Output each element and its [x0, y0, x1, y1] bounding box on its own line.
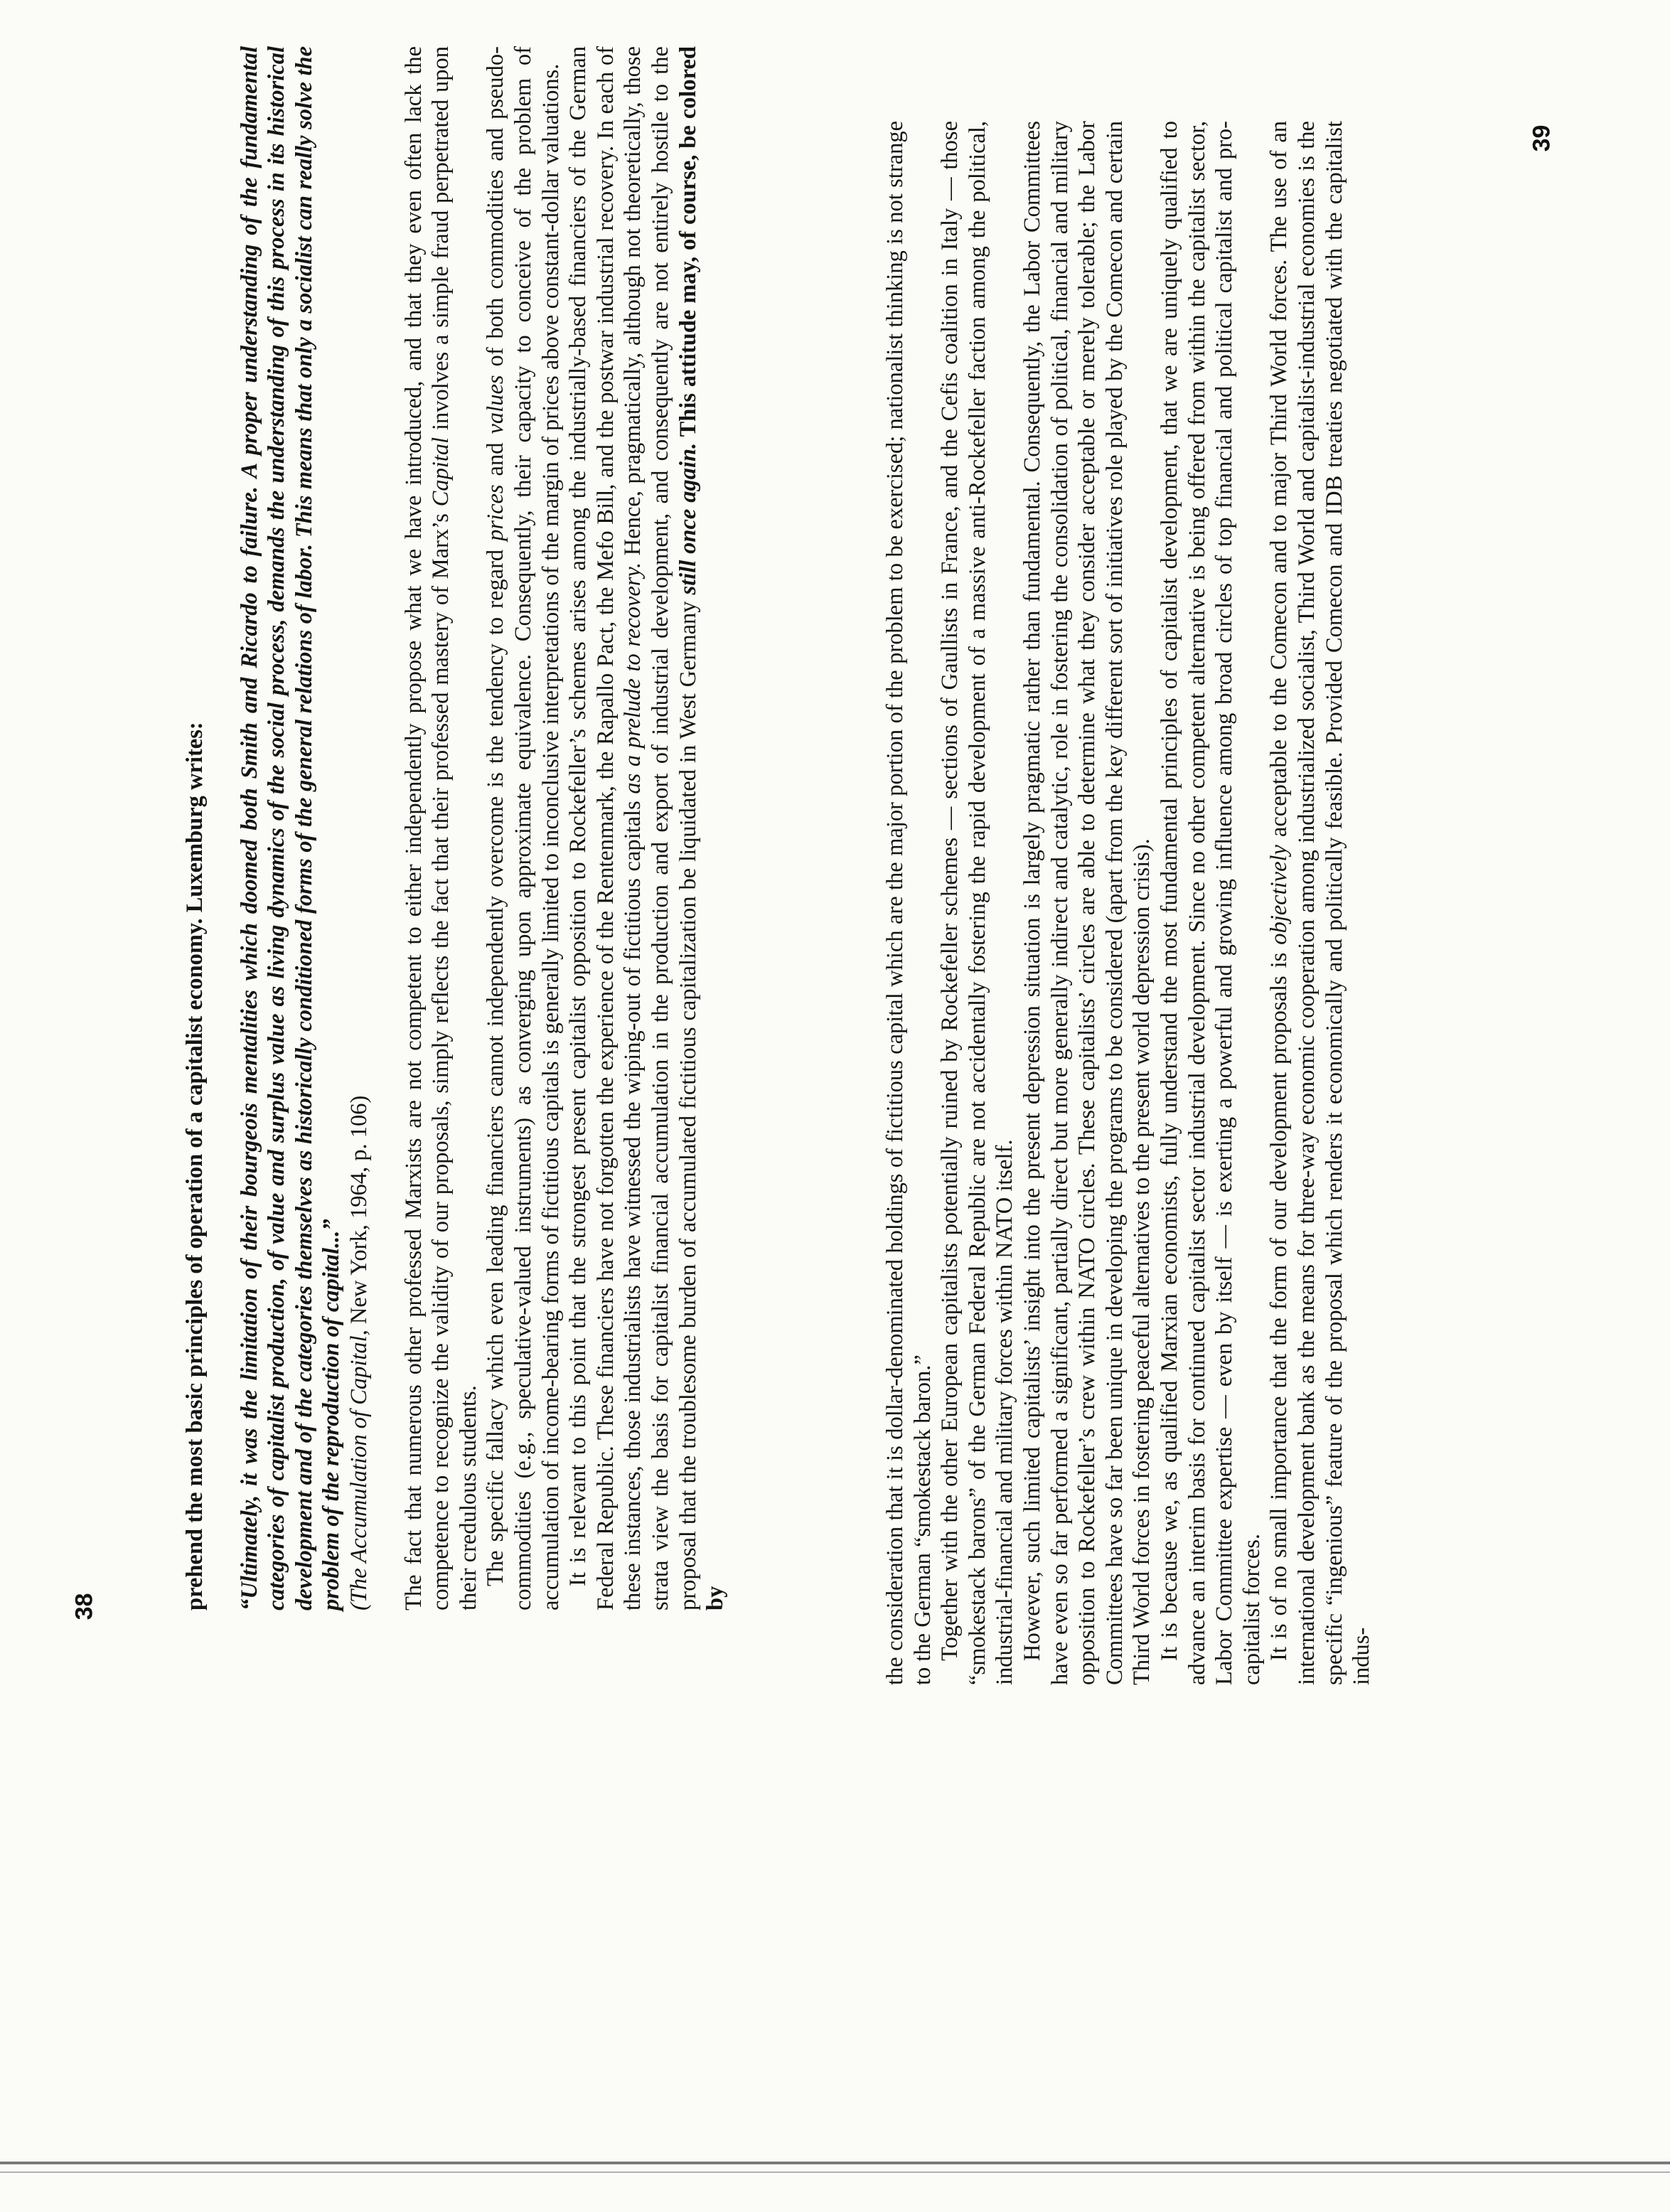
fallacy-text: The specific fallacy which even leading financiers cannot independently overcome is the tendency to regard: [483, 540, 509, 1586]
marxists-text-end: involves a simple fraud perpetrated upon their credulous students.: [428, 46, 481, 1610]
left-paragraph-fallacy: [482, 46, 564, 1610]
right-paragraph-however: However, such limited capitalists’ insight into the present depression situation is largely pragmatic rather than fundamental. Consequently, the Labor Committees have even so far performed a significant, partially direct but more generally indirect and catalytic, role in fostering the consolidation of political, financial and military opposition to Rockefeller’s crew within NATO circles. These capitalists’ circles are able to determine what they consider acceptable or merely tolerable; the Labor Committees have so far been unique in developing the programs to be considered (apart from the key different sort of initiatives role played by the Comecon and certain Third World forces in fostering peaceful alternatives to the present world depression crisis).: [1019, 121, 1155, 1685]
importance-text: It is of no small importance that the form of our development proposals is: [1266, 944, 1292, 1661]
right-paragraph-consideration: the consideration that it is dollar-denominated holdings of fictitious capital which are the major portion of the problem to be exercised; nationalist thinking is not strange to the German “smokestack baron.”: [882, 121, 936, 1685]
prices-term: prices: [483, 484, 509, 541]
quote-citation: [346, 46, 373, 1610]
right-paragraph-together: Together with the other European capitalists potentially ruined by Rockefeller schemes — sections of Gaullists in France, and the Cefis coalition in Italy — those “smokestack barons” of the German Federal Republic are not accidentally fostering the rapid development of a massive anti-Rockefeller faction among the political, industrial-financial and military forces within NATO itself.: [937, 121, 1018, 1685]
fallacy-text-end: of both commodities and pseudo-commodities (e.g., speculative-valued instruments) as converging upon approximate equivalence. Consequently, their capacity to conceive of the problem of accumulation of income-bearing forms of fictitious capitals is generally limited to inconclusive interpretations of the margin of prices above constant-dollar valuations.: [483, 46, 564, 1610]
values-term: values: [483, 375, 509, 434]
page-38: [181, 46, 729, 1610]
page-number-left: 38: [70, 1593, 98, 1620]
prelude-phrase: as a prelude to recovery.: [620, 562, 646, 794]
opposition-text-end: This attitude may, of course, be colored by: [675, 46, 729, 1610]
page-38-text-column: [181, 46, 729, 1610]
objectively-term: objectively: [1266, 845, 1292, 945]
citation-details: New York, 1964, p. 106): [346, 1095, 372, 1330]
citation-title: (The Accumulation of Capital,: [346, 1330, 372, 1610]
left-paragraph-marxists: [400, 46, 483, 1610]
page-number-right: 39: [1528, 124, 1556, 152]
scan-bottom-edge: [0, 2162, 1670, 2173]
once-again-phrase: still once again.: [675, 442, 701, 595]
opposition-text: It is relevant to this point that the strongest present capitalist opposition to Rockefeller’s schemes arises among the industrially-based financiers of the German Federal Republic. These financiers have not forgotten the experience of the Rentenmark, the Rapallo Pact, the Mefo Bill, and the postwar industrial recovery. In each of these instances, those industrialists have witnessed the wiping-out of fictitious capitals: [565, 46, 646, 1610]
marxists-text: The fact that numerous other professed Marxists are not competent to either independently propose what we have introduced, and that they even often lack the competence to recognize the validity of our proposals, simply reflects the fact that their professed mastery of Marx’s: [400, 46, 454, 1610]
page-39: [882, 121, 1375, 1685]
luxemburg-quote: “Ultimately, it was the limitation of their bourgeois mentalities which doomed both Smith and Ricardo to failure. A proper understanding of the fundamental categories of capitalist production, of value and surplus value as living dynamics of the social process, demands the understanding of this process in its historical development and of the categories themselves as historically conditioned forms of the general relations of labor. This means that only a socialist can really solve the problem of the reproduction of capital...”: [236, 46, 345, 1610]
page-39-text-column: [882, 121, 1376, 1685]
right-paragraph-importance: [1265, 121, 1375, 1685]
importance-text-end: acceptable to the Comecon and to major Third World forces. The use of an international development bank as the means for three-way economic cooperation among industrialized socialist, Third World and capitalist-industrial economies is the specific “ingenious” feature of the proposal which renders it economically and politically feasible. Provided Comecon and IDB treaties negotiated with the capitalist indus-: [1266, 121, 1375, 1685]
left-paragraph-opposition: [564, 46, 729, 1610]
capital-title: Capital: [428, 437, 454, 507]
right-paragraph-marxian: It is because we, as qualified Marxian economists, fully understand the most fundamental principles of capitalist development, that we are uniquely qualified to advance an interim basis for continued capitalist sector industrial development. Since no other competent alternative is being offered from within the capitalist sector, Labor Committee expertise — even by itself — is exerting a powerful and growing influence among broad circles of top financial and political capitalist and pro-capitalist forces.: [1156, 121, 1265, 1685]
left-paragraph-intro: prehend the most basic principles of operation of a capitalist economy. Luxemburg writes:: [182, 722, 208, 1610]
and-text: and: [483, 434, 509, 485]
opposition-text-middle: Hence, pragmatically, although not theoretically, those strata view the basis for capitalist financial accumulation in the production and export of industrial development, and consequently are not entirely hostile to the proposal that the troublesome burden of accumulated fictitious capitalization be liquidated in West Germany: [620, 46, 701, 1610]
